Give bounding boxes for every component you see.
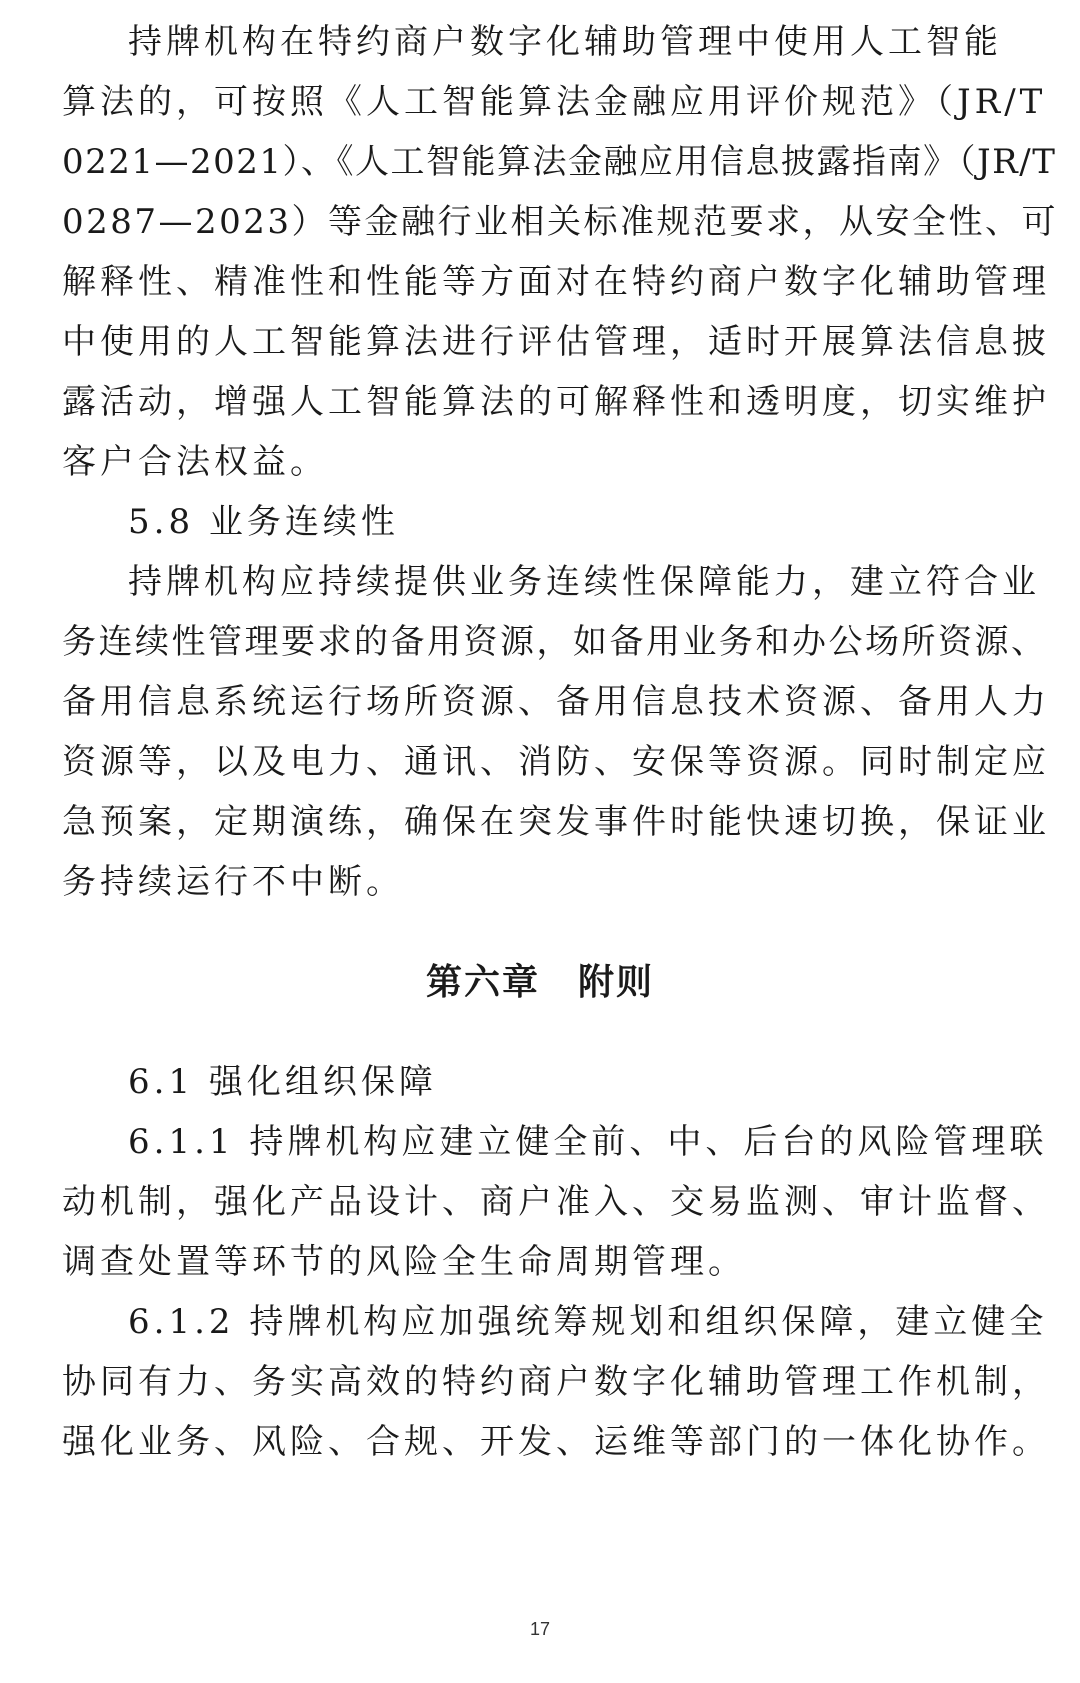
paragraph-line: 客户合法权益。 [62, 442, 328, 482]
paragraph-line: 解释性、精准性和性能等方面对在特约商户数字化辅助管理 [62, 262, 1050, 302]
paragraph-line: 露活动，增强人工智能算法的可解释性和透明度，切实维护 [62, 382, 1050, 422]
paragraph-line: 动机制，强化产品设计、商户准入、交易监测、审计监督、 [62, 1182, 1050, 1222]
paragraph-line: 强化业务、风险、合规、开发、运维等部门的一体化协作。 [62, 1422, 1050, 1462]
paragraph-line: 备用信息系统运行场所资源、备用信息技术资源、备用人力 [62, 682, 1050, 722]
paragraph-line: 算法的，可按照《人工智能算法金融应用评价规范》（JR/T [62, 82, 1047, 122]
section-heading: 6.1 强化组织保障 [128, 1062, 437, 1102]
paragraph-line: 6.1.2 持牌机构应加强统筹规划和组织保障，建立健全 [128, 1302, 1048, 1342]
paragraph-line: 调查处置等环节的风险全生命周期管理。 [62, 1242, 746, 1282]
paragraph-line: 0287—2023）等金融行业相关标准规范要求，从安全性、可 [62, 202, 1059, 242]
paragraph-line: 持牌机构应持续提供业务连续性保障能力，建立符合业 [128, 562, 1040, 602]
chapter-title: 第六章 附则 [425, 962, 654, 1003]
paragraph-line: 0221—2021）、《人工智能算法金融应用信息披露指南》（JR/T [62, 142, 1057, 182]
section-heading: 5.8 业务连续性 [128, 502, 399, 542]
paragraph-line: 务连续性管理要求的备用资源，如备用业务和办公场所资源、 [62, 622, 1048, 662]
paragraph-line: 资源等，以及电力、通讯、消防、安保等资源。同时制定应 [62, 742, 1050, 782]
paragraph-line: 协同有力、务实高效的特约商户数字化辅助管理工作机制， [62, 1362, 1050, 1402]
paragraph-line: 6.1.1 持牌机构应建立健全前、中、后台的风险管理联 [128, 1122, 1048, 1162]
paragraph-line: 急预案，定期演练，确保在突发事件时能快速切换，保证业 [62, 802, 1050, 842]
page-number: 17 [529, 1619, 551, 1639]
paragraph-line: 务持续运行不中断。 [62, 862, 404, 902]
paragraph-line: 中使用的人工智能算法进行评估管理，适时开展算法信息披 [62, 322, 1050, 362]
paragraph-line: 持牌机构在特约商户数字化辅助管理中使用人工智能 [128, 22, 1002, 62]
